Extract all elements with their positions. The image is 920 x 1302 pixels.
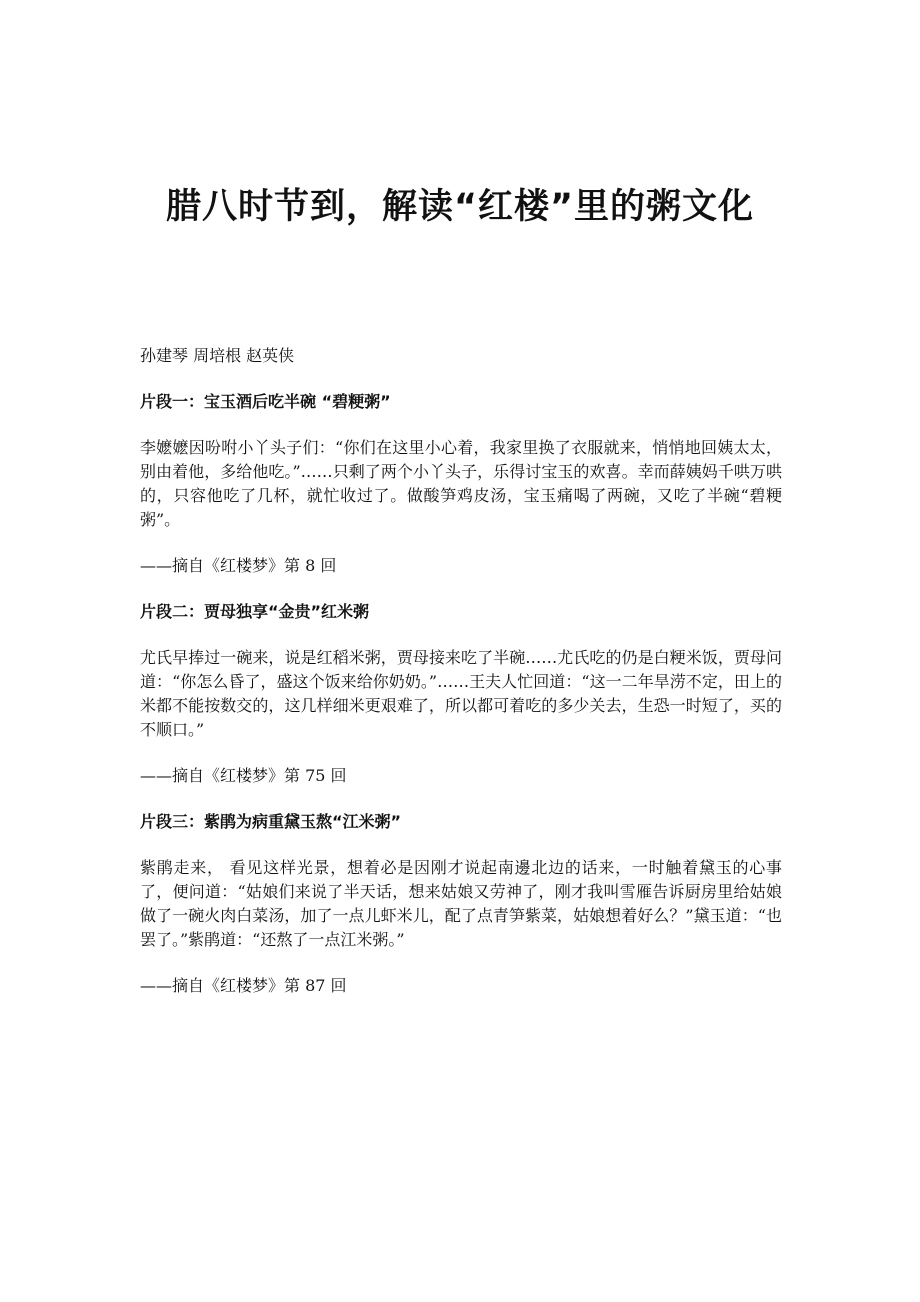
excerpt-source: ——摘自《红楼梦》第 75 回 bbox=[140, 766, 347, 785]
document-body bbox=[140, 344, 782, 1020]
document-title: 腊八时节到，解读“红楼”里的粥文化 bbox=[165, 187, 754, 227]
excerpt-section-3 bbox=[140, 810, 782, 998]
excerpt-section-1 bbox=[140, 390, 782, 578]
excerpt-paragraph: 紫鹃走来， 看见这样光景，想着必是因刚才说起南邊北边的话来，一时触着黛玉的心事了，便问道：“姑娘们来说了半天话，想来姑娘又劳神了，刚才我叫雪雁告诉厨房里给姑娘做了一碗火肉白菜汤，加了一点儿虾米儿，配了点青笋紫菜，姑娘想着好么？”黛玉道：“也罢了。”紫鹃道：“还熬了一点江米粥。” bbox=[140, 858, 782, 949]
excerpt-paragraph: 尤氏早捧过一碗来，说是红稻米粥，贾母接来吃了半碗……尤氏吃的仍是白粳米饭，贾母问道：“你怎么昏了，盛这个饭来给你奶奶。”……王夫人忙回道：“这一二年旱涝不定，田上的米都不能按数交的，这几样细米更艰难了，所以都可着吃的多少关去，生恐一时短了，买的不顺口。” bbox=[140, 648, 782, 739]
excerpt-paragraph: 李嬷嬷因吩咐小丫头子们：“你们在这里小心着，我家里换了衣服就来，悄悄地回姨太太，别由着他，多给他吃。”……只剩了两个小丫头子，乐得讨宝玉的欢喜。幸而薛姨妈千哄万哄的，只容他吃了几杯，就忙收过了。做酸笋鸡皮汤，宝玉痛喝了两碗，又吃了半碗“碧粳粥”。 bbox=[140, 438, 782, 529]
excerpt-source: ——摘自《红楼梦》第 8 回 bbox=[140, 556, 337, 575]
excerpt-source: ——摘自《红楼梦》第 87 回 bbox=[140, 976, 347, 995]
authors-line: 孙建琴 周培根 赵英侠 bbox=[140, 346, 295, 365]
excerpt-heading: 片段一：宝玉酒后吃半碗 “碧粳粥” bbox=[140, 392, 391, 411]
excerpt-heading: 片段二：贾母独享“金贵”红米粥 bbox=[140, 602, 370, 621]
excerpt-section-2 bbox=[140, 600, 782, 788]
excerpt-heading: 片段三：紫鹃为病重黛玉熬“江米粥” bbox=[140, 812, 402, 831]
